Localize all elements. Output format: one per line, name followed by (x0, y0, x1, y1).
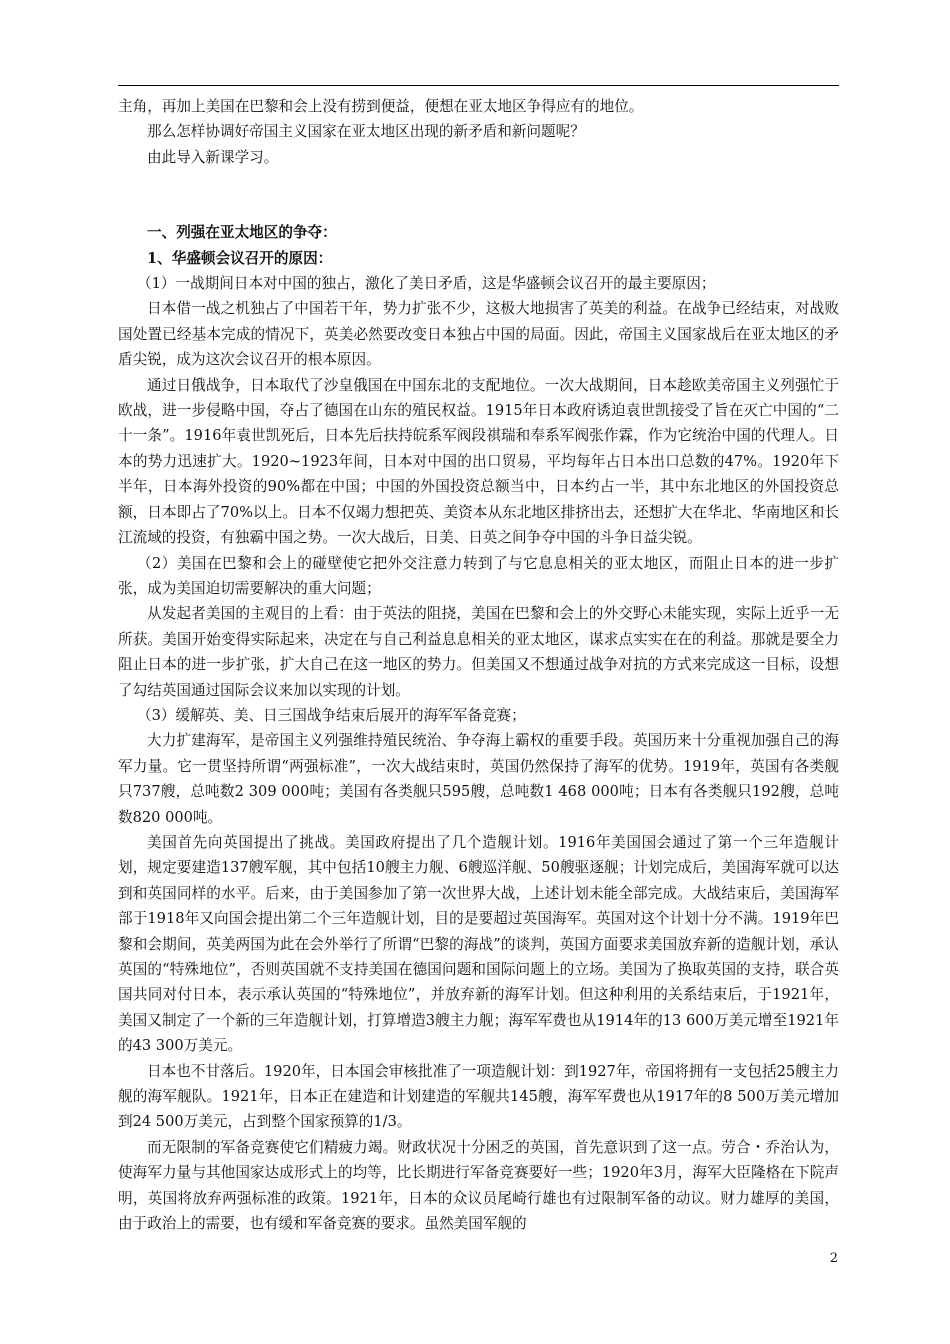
paragraph-body: 大力扩建海军，是帝国主义列强维持殖民统治、争夺海上霸权的重要手段。英国历来十分重视加强自己的海军力量。它一贯坚持所谓“两强标准”，一次大战结束时，英国仍然保持了海军的优势。1919年，英国有各类舰只737艘，总吨数2 309 000吨；美国有各类舰只595艘，总吨数1 468 000吨；日本有各类舰只192艘，总吨数820 000吨。 (118, 732, 839, 826)
paragraph-question: 那么怎样协调好帝国主义国家在亚太地区出现的新矛盾和新问题呢？ (147, 123, 585, 141)
paragraph-body: 通过日俄战争，日本取代了沙皇俄国在中国东北的支配地位。一次大战期间，日本趁欧美帝国主义列强忙于欧战，进一步侵略中国，夺占了德国在山东的殖民权益。1915年日本政府诱迫袁世凯接受了旨在灭亡中国的“二十一条”。1916年袁世凯死后，日本先后扶持皖系军阀段祺瑞和奉系军阀张作霖，作为它统治中国的代理人。日本的势力迅速扩大。1920~1923年间，日本对中国的出口贸易，平均每年占日本出口总数的47%。1920年下半年，日本海外投资的90%都在中国；中国的外国投资总额当中，日本约占一半，其中东北地区的外国投资总额，日本即占了70%以上。日本不仅竭力想把英、美资本从东北地区排挤出去，还想扩大在华北、华南地区和长江流域的投资，有独霸中国之势。一次大战后，日美、日英之间争夺中国的斗争日益尖锐。 (118, 376, 839, 547)
section-spacer (118, 170, 839, 220)
paragraph-body: 而无限制的军备竞赛使它们精疲力竭。财政状况十分困乏的英国，首先意识到了这一点。劳合・乔治认为，使海军力量与其他国家达成形式上的均等，比长期进行军备竞赛要好一些；1920年3月，海军大臣隆格在下院声明，英国将放弃两强标准的政策。1921年，日本的众议员尾崎行雄也有过限制军备的动议。财力雄厚的美国，由于政治上的需要，也有缓和军备竞赛的要求。虽然美国军舰的 (118, 1138, 839, 1233)
paragraph-body: 日本也不甘落后。1920年，日本国会审核批准了一项造舰计划：到1927年，帝国将拥有一支包括25艘主力舰的海军舰队。1921年，日本正在建造和计划建造的军舰共145艘，海军军费也从1917年的8 500万美元增加到24 500万美元，占到整个国家预算的1/3。 (118, 1062, 839, 1131)
subsection-heading: 1、华盛顿会议召开的原因： (147, 249, 333, 267)
paragraph-body: 日本借一战之机独占了中国若干年，势力扩张不少，这极大地损害了英美的利益。在战争已经结束，对战败国处置已经基本完成的情况下，英美必然要改变日本独占中国的局面。因此，帝国主义国家战后在亚太地区的矛盾尖锐，成为这次会议召开的根本原因。 (118, 300, 839, 369)
reason-2-title: （2）美国在巴黎和会上的碰壁使它把外交注意力转到了与它息息相关的亚太地区，而阻止日本的进一步扩张，成为美国迫切需要解决的重大问题； (118, 554, 839, 597)
paragraph-lead-in: 由此导入新课学习。 (147, 148, 279, 166)
paragraph-intro-continuation: 主角，再加上美国在巴黎和会上没有捞到便益，便想在亚太地区争得应有的地位。 (118, 98, 644, 115)
document-body (118, 94, 839, 1236)
header-rule (118, 85, 839, 86)
paragraph-body: 美国首先向英国提出了挑战。美国政府提出了几个造舰计划。1916年美国国会通过了第一个三年造舰计划，规定要建造137艘军舰，其中包括10艘主力舰、6艘巡洋舰、50艘驱逐舰；计划完成后，美国海军就可以达到和英国同样的水平。后来，由于美国参加了第一次世界大战，上述计划未能全部完成。大战结束后，美国海军部于1918年又向国会提出第二个三年造舰计划，目的是要超过英国海军。英国对这个计划十分不满。1919年巴黎和会期间，英美两国为此在会外举行了所谓“巴黎的海战”的谈判，英国方面要求美国放弃新的造舰计划，承认英国的“特殊地位”，否则英国就不支持美国在德国问题和国际问题上的立场。美国为了换取英国的支持，联合英国共同对付日本，表示承认英国的“特殊地位”，并放弃新的海军计划。但这种利用的关系结束后，于1921年，美国又制定了一个新的三年造舰计划，打算增造3艘主力舰；海军军费也从1914年的13 600万美元增至1921年的43 300万美元。 (118, 833, 839, 1055)
section-heading: 一、列强在亚太地区的争夺： (147, 224, 337, 242)
reason-3-title: （3）缓解英、美、日三国战争结束后展开的海军军备竞赛； (137, 706, 526, 724)
page-number: 2 (829, 1251, 838, 1266)
reason-1-title: （1）一战期间日本对中国的独占，激化了美日矛盾，这是华盛顿会议召开的最主要原因； (137, 275, 716, 293)
paragraph-body: 从发起者美国的主观目的上看：由于英法的阻挠，美国在巴黎和会上的外交野心未能实现，实际上近乎一无所获。美国开始变得实际起来，决定在与自己利益息息相关的亚太地区，谋求点实实在在的利益。那就是要全力阻止日本的进一步扩张，扩大自己在这一地区的势力。但美国又不想通过战争对抗的方式来完成这一目标，设想了勾结英国通过国际会议来加以实现的计划。 (118, 605, 839, 699)
